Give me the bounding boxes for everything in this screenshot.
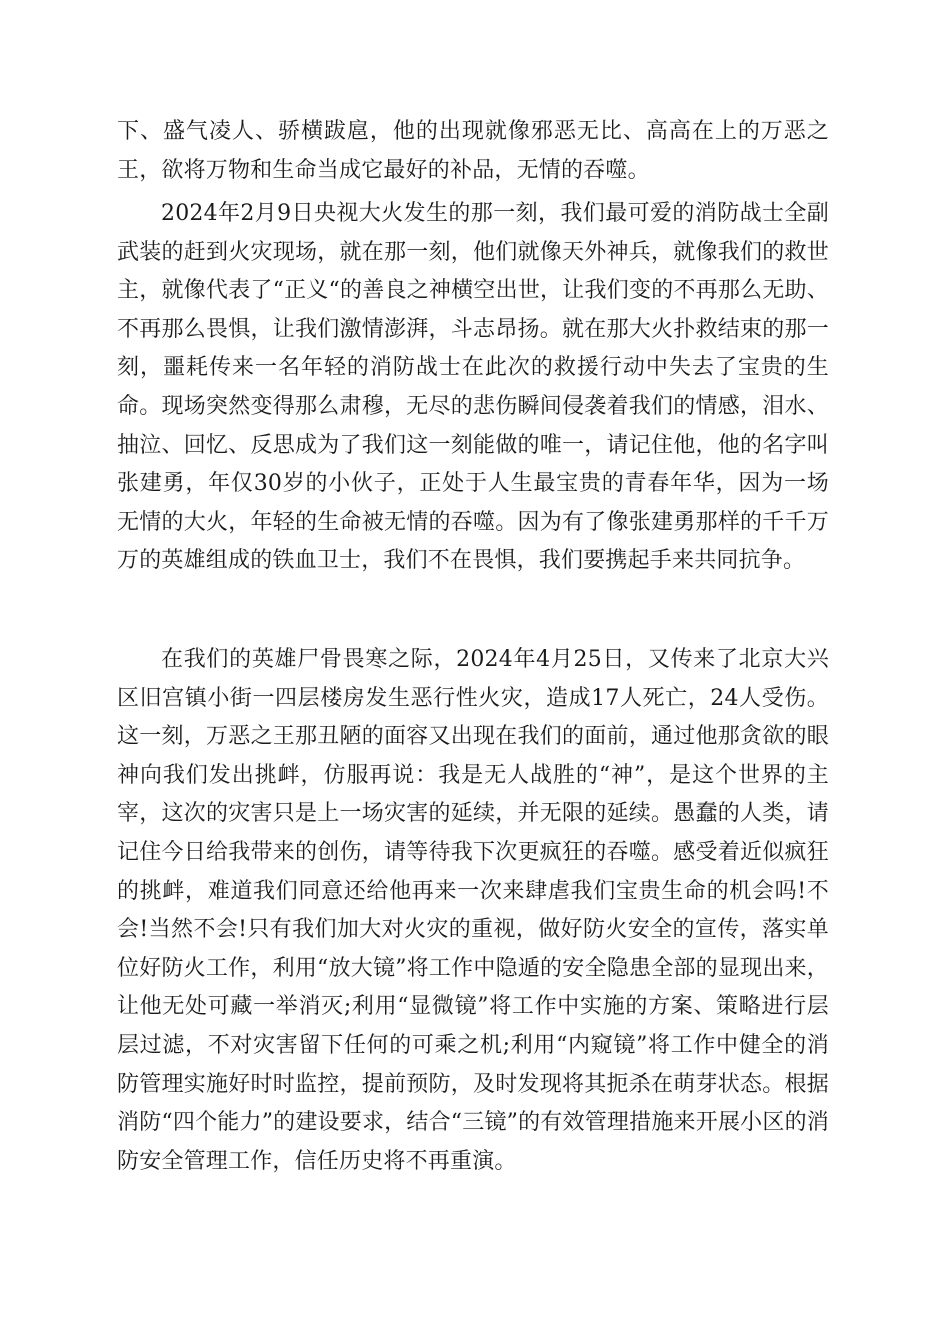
paragraph-continuation: [117, 113, 829, 190]
paragraph-cctv-fire: [117, 195, 829, 581]
paragraph-text: 下、盛气凌人、骄横跋扈，他的出现就像邪恶无比、高高在上的万恶之王，欲将万物和生命当成它最好的补品，无情的吞噬。: [117, 119, 829, 183]
paragraph-daxing-fire: [117, 641, 829, 1181]
paragraph-text: 2024年2月9日央视大火发生的那一刻，我们最可爱的消防战士全副武装的赶到火灾现场，就在那一刻，他们就像天外神兵，就像我们的救世主，就像代表了“正义“的善良之神横空出世，让我们变的不再那么无助、不再那么畏惧，让我们激情澎湃，斗志昂扬。就在那大火扑救结束的那一刻，噩耗传来一名年轻的消防战士在此次的救援行动中失去了宝贵的生命。现场突然变得那么肃穆，无尽的悲伤瞬间侵袭着我们的情感，泪水、抽泣、回忆、反思成为了我们这一刻能做的唯一，请记住他，他的名字叫张建勇，年仅30岁的小伙子，正处于人生最宝贵的青春年华，因为一场无情的大火，年轻的生命被无情的吞噬。因为有了像张建勇那样的千千万万的英雄组成的铁血卫士，我们不在畏惧，我们要携起手来共同抗争。: [117, 201, 829, 574]
paragraph-text: 在我们的英雄尸骨畏寒之际，2024年4月25日，又传来了北京大兴区旧宫镇小街一四层楼房发生恶行性火灾，造成17人死亡，24人受伤。这一刻，万恶之王那丑陋的面容又出现在我们的面前，通过他那贪欲的眼神向我们发出挑衅，仿服再说：我是无人战胜的“神”，是这个世界的主宰，这次的灾害只是上一场灾害的延续，并无限的延续。愚蠢的人类，请记住今日给我带来的创伤，请等待我下次更疯狂的吞噬。感受着近似疯狂的挑衅，难道我们同意还给他再来一次来肆虐我们宝贵生命的机会吗!不会!当然不会!只有我们加大对火灾的重视，做好防火安全的宣传，落实单位好防火工作，利用“放大镜”将工作中隐遁的安全隐患全部的显现出来，让他无处可藏一举消灭;利用“显微镜”将工作中实施的方案、策略进行层层过滤，不对灾害留下任何的可乘之机;利用“内窥镜”将工作中健全的消防管理实施好时时监控，提前预防，及时发现将其扼杀在萌芽状态。根据消防“四个能力”的建设要求，结合“三镜”的有效管理措施来开展小区的消防安全管理工作，信任历史将不再重演。: [117, 647, 829, 1174]
